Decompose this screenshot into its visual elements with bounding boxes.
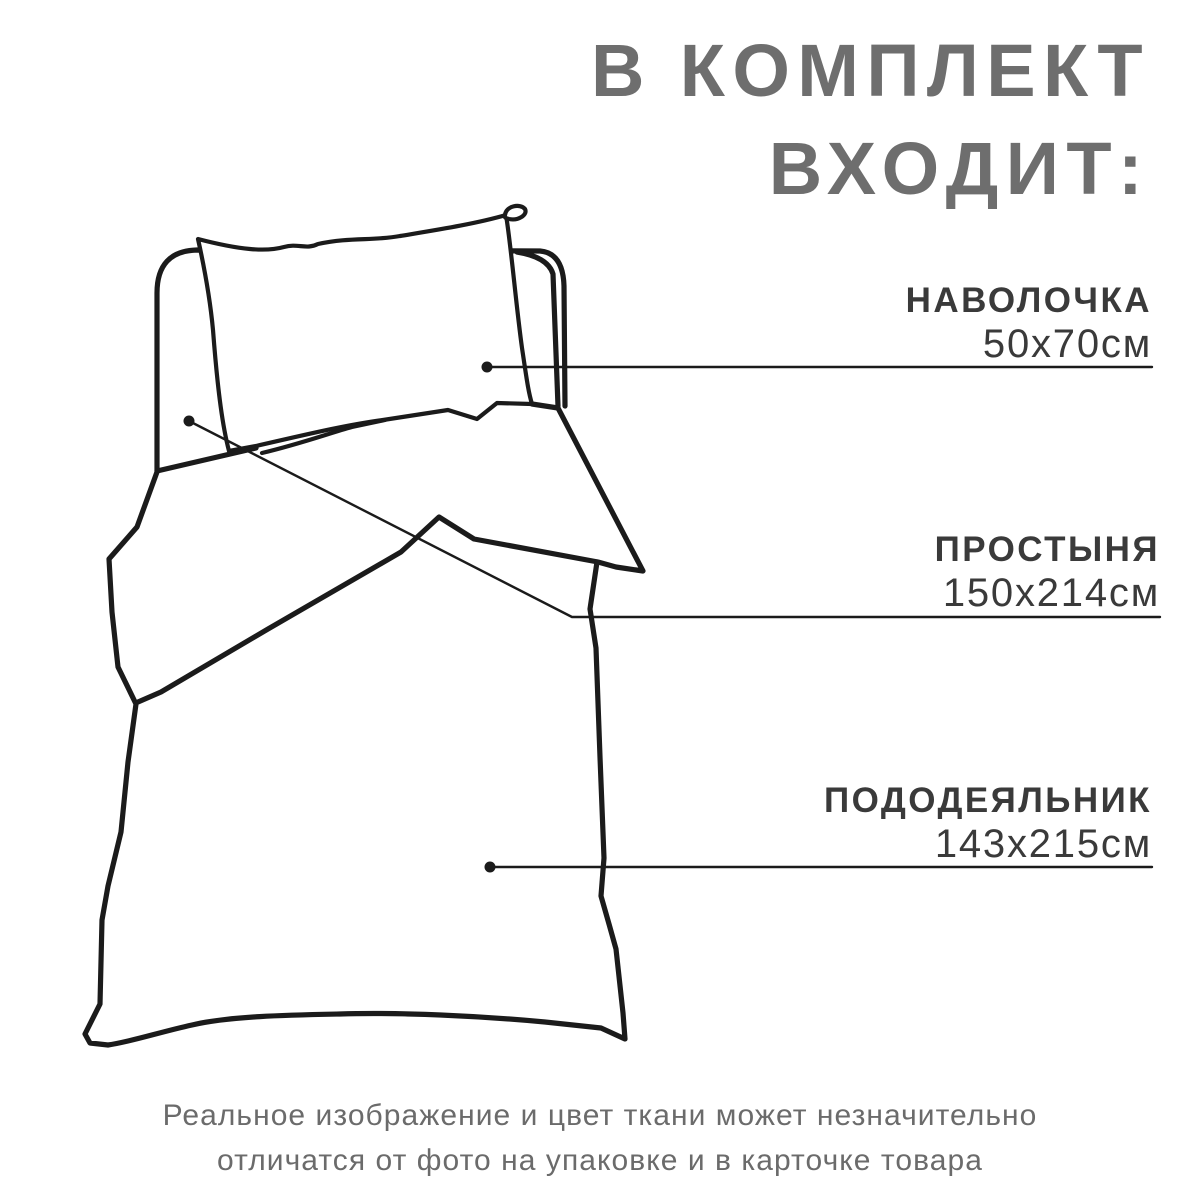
label-sheet: [935, 530, 1160, 616]
disclaimer-text: [0, 1093, 1200, 1183]
disclaimer-line2: отличатся от фото на упаковке и в карточке товара: [217, 1144, 983, 1177]
leader-dot-pillowcase: [482, 362, 493, 373]
item-name: ПОДОДЕЯЛЬНИК: [824, 781, 1152, 820]
sheet-folds: [138, 408, 643, 702]
page-title-line1: В КОМПЛЕКТ: [590, 29, 1150, 112]
sheet-corner-connector: [532, 404, 558, 408]
item-name: ПРОСТЫНЯ: [934, 530, 1160, 569]
item-name: НАВОЛОЧКА: [905, 281, 1152, 320]
disclaimer-line1: Реальное изображение и цвет ткани может незначительно: [162, 1099, 1038, 1132]
page-title: [591, 22, 1150, 217]
page-title-line2: ВХОДИТ:: [768, 126, 1150, 210]
duvet-outline: [85, 472, 625, 1045]
label-duvet-cover: [824, 781, 1152, 867]
pillow-tag: [505, 206, 526, 220]
item-size: 143х215см: [934, 821, 1152, 866]
item-size: 50х70см: [982, 321, 1152, 366]
item-size: 150х214см: [942, 570, 1160, 615]
leader-dot-duvet-cover: [485, 862, 496, 873]
leader-dot-sheet: [184, 416, 195, 427]
mattress-edge: [157, 448, 256, 471]
label-pillowcase: [906, 281, 1152, 367]
pillow-outline: [198, 215, 532, 451]
